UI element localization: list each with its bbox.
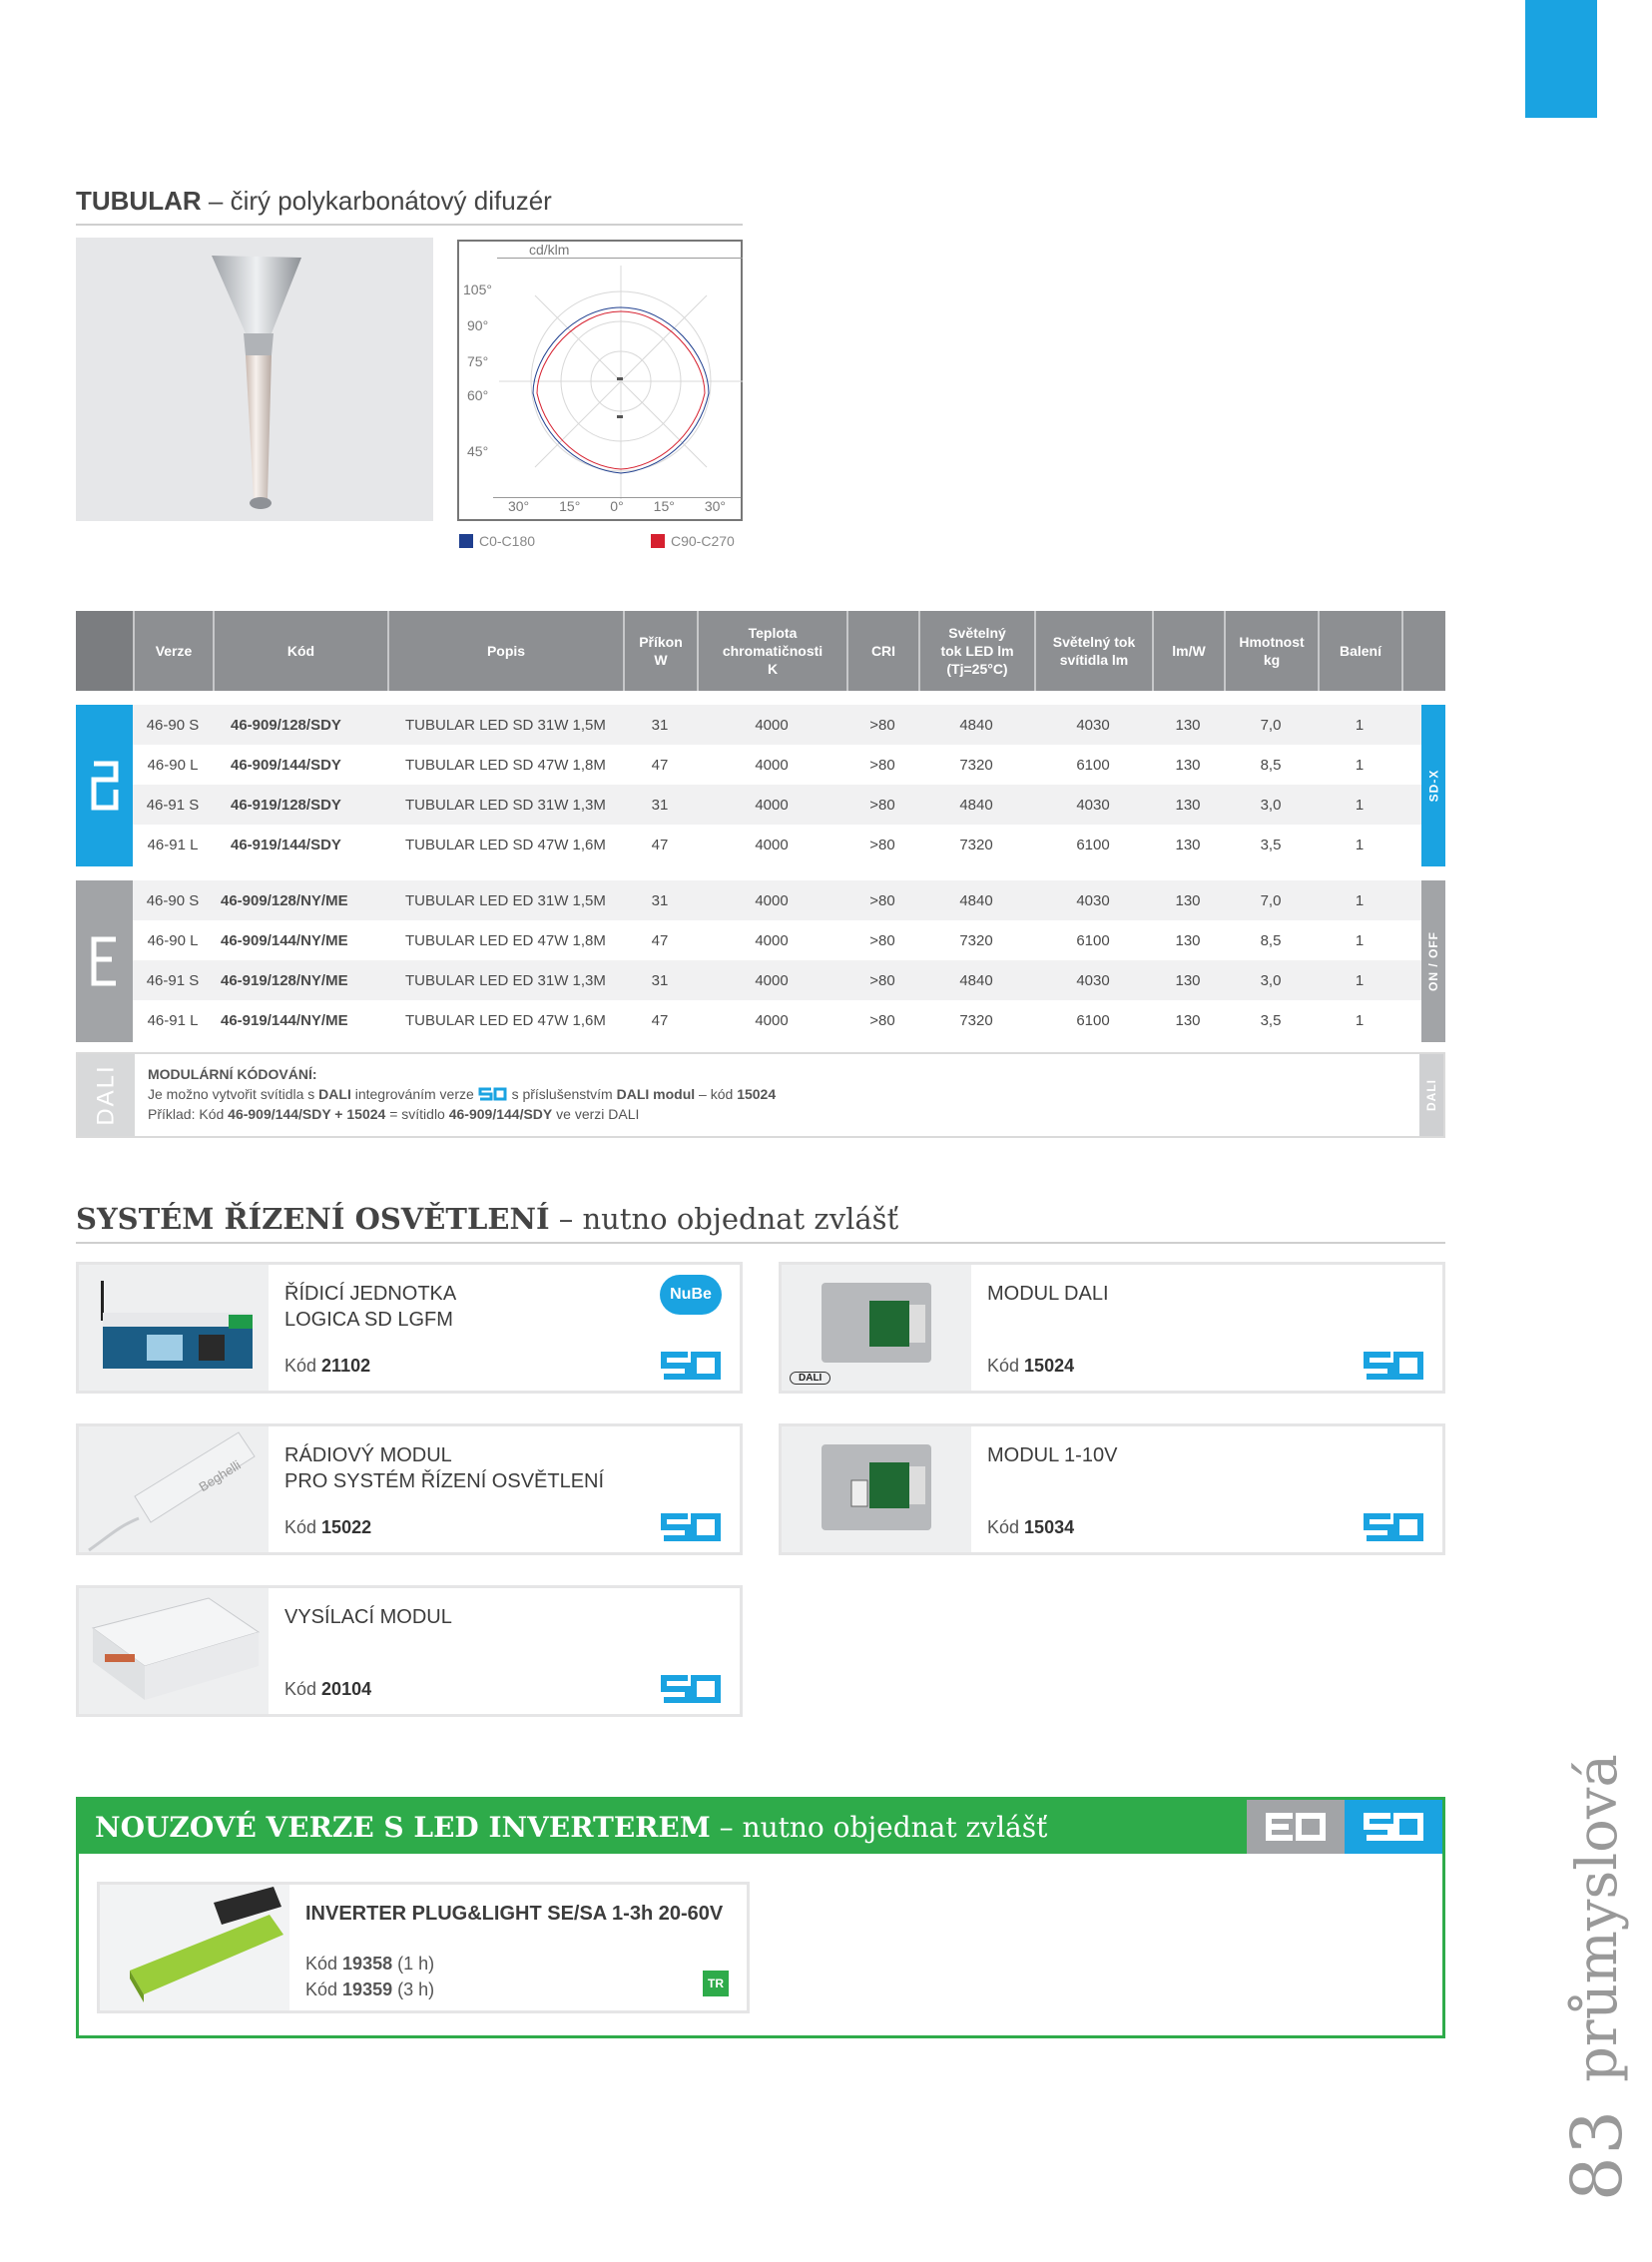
product-image xyxy=(782,1426,971,1552)
legend-item: C0-C180 xyxy=(459,533,535,549)
angle-label: 60° xyxy=(467,387,489,403)
note-heading: MODULÁRNÍ KÓDOVÁNÍ: xyxy=(148,1066,317,1082)
col-baleni: Balení xyxy=(1318,611,1401,691)
page-marker xyxy=(1542,1754,1652,2201)
control-card-15022[interactable] xyxy=(76,1423,743,1555)
polar-curves xyxy=(499,266,743,499)
angle-label: 90° xyxy=(467,317,489,333)
card-name: PRO SYSTÉM ŘÍZENÍ OSVĚTLENÍ xyxy=(284,1470,605,1492)
product-photo xyxy=(76,238,433,521)
title-rule xyxy=(76,224,743,226)
product-image xyxy=(100,1885,289,2010)
emergency-header xyxy=(79,1800,1442,1854)
sd-inline-logo xyxy=(478,1087,508,1101)
table-row: 46-90 S 46-909/128/SDY TUBULAR LED SD 31W 1,5M 31 4000 >80 4840 4030 130 7,0 1 xyxy=(133,705,1421,745)
card-name: INVERTER PLUG&LIGHT SE/SA 1-3h 20-60V xyxy=(305,1903,724,1925)
note-line-1: Je možno vytvořit svítidla s DALI integrováním verze s příslušenstvím DALI modul – kód 15024 xyxy=(148,1086,777,1102)
control-card-21102[interactable] xyxy=(76,1262,743,1394)
control-title: SYSTÉM ŘÍZENÍ OSVĚTLENÍ – nutno objednat zvlášť xyxy=(76,1202,899,1236)
col-teplota: Teplota chromatičnosti K xyxy=(697,611,846,691)
angle-label: 75° xyxy=(467,353,489,369)
sd-logo xyxy=(1363,1512,1424,1542)
dali-tag: DALI xyxy=(790,1372,830,1385)
sd-logo xyxy=(660,1512,722,1542)
table-row: 46-91 S 46-919/128/NY/ME TUBULAR LED ED 31W 1,3M 31 4000 >80 4840 4030 130 3,0 1 xyxy=(133,960,1421,1000)
control-card-15034[interactable] xyxy=(779,1423,1445,1555)
product-image xyxy=(782,1265,971,1391)
section-name: průmyslová xyxy=(1564,1754,1630,2082)
product-image xyxy=(79,1426,269,1552)
product-image xyxy=(79,1265,269,1391)
tr-badge: TR xyxy=(703,1971,729,1996)
product-title: TUBULAR – čirý polykarbonátový difuzér xyxy=(76,186,552,216)
dali-badge: DALI xyxy=(78,1054,135,1136)
card-code: Kód 15022 xyxy=(284,1517,372,1537)
control-card-20104[interactable] xyxy=(76,1585,743,1717)
sd-logo xyxy=(1363,1351,1424,1381)
card-name: MODUL 1-10V xyxy=(987,1444,1118,1466)
col-hmotnost: Hmotnost kg xyxy=(1224,611,1318,691)
card-name: RÁDIOVÝ MODUL xyxy=(284,1444,452,1466)
emergency-section xyxy=(76,1797,1445,2038)
sd-badge xyxy=(76,705,133,866)
angle-label: 105° xyxy=(463,282,492,297)
card-code: Kód 15034 xyxy=(987,1517,1075,1537)
card-name: MODUL DALI xyxy=(987,1283,1109,1305)
col-verze: Verze xyxy=(133,611,213,691)
control-rule xyxy=(76,1242,1445,1244)
polar-diagram xyxy=(457,240,743,521)
brand-text: Beghelli xyxy=(196,1456,244,1495)
card-name: LOGICA SD LGFM xyxy=(284,1309,453,1331)
modular-coding-note xyxy=(76,1052,1445,1138)
emergency-title: NOUZOVÉ VERZE S LED INVERTEREM – nutno objednat zvlášť xyxy=(95,1810,1048,1844)
table-group-sd xyxy=(76,705,1445,866)
table-row: 46-90 L 46-909/144/SDY TUBULAR LED SD 47W 1,8M 47 4000 >80 7320 6100 130 8,5 1 xyxy=(147,756,1365,774)
legend-item: C90-C270 xyxy=(651,533,735,549)
sd-tag xyxy=(1345,1800,1442,1854)
col-tok-led: Světelný tok LED lm (Tj=25°C) xyxy=(918,611,1034,691)
table-row: 46-90 L 46-909/144/NY/ME TUBULAR LED ED 47W 1,8M 47 4000 >80 7320 6100 130 8,5 1 xyxy=(147,931,1365,949)
card-name: ŘÍDICÍ JEDNOTKA xyxy=(284,1283,457,1305)
ed-tag xyxy=(1247,1800,1345,1854)
card-code: Kód 21102 xyxy=(284,1356,371,1376)
sd-x-side-label: SD-X xyxy=(1421,705,1445,866)
control-card-15024[interactable] xyxy=(779,1262,1445,1394)
col-kod: Kód xyxy=(213,611,387,691)
card-code: Kód 20104 xyxy=(284,1679,372,1699)
card-code: Kód 19359 (3 h) xyxy=(305,1979,435,1999)
col-prikon: Příkon W xyxy=(623,611,697,691)
col-cri: CRI xyxy=(846,611,918,691)
col-lmw: lm/W xyxy=(1152,611,1224,691)
sd-logo xyxy=(660,1674,722,1704)
page-number: 83 xyxy=(1556,2107,1638,2201)
nube-logo: NuBe xyxy=(660,1275,722,1315)
table-row: 46-91 L 46-919/144/SDY TUBULAR LED SD 47W 1,6M 47 4000 >80 7320 6100 130 3,5 1 xyxy=(147,836,1365,853)
legend-swatch xyxy=(651,534,665,548)
polar-unit: cd/klm xyxy=(497,242,743,259)
corner-tab xyxy=(1525,0,1597,118)
card-code: Kód 19358 (1 h) xyxy=(305,1954,435,1974)
table-row: 46-91 S 46-919/128/SDY TUBULAR LED SD 31W 1,3M 31 4000 >80 4840 4030 130 3,0 1 xyxy=(133,785,1421,825)
ed-badge xyxy=(76,880,133,1042)
col-popis: Popis xyxy=(387,611,623,691)
col-tok-svitidla: Světelný tok svítidla lm xyxy=(1034,611,1152,691)
product-image xyxy=(79,1588,269,1714)
sd-logo xyxy=(660,1351,722,1381)
on-off-side-label: ON / OFF xyxy=(1421,880,1445,1042)
note-line-2: Příklad: Kód 46-909/144/SDY + 15024 = svítidlo 46-909/144/SDY ve verzi DALI xyxy=(148,1106,640,1122)
polar-bottom-axis: 30° 15° 0° 15° 30° xyxy=(493,497,741,519)
inverter-card[interactable] xyxy=(97,1882,750,2013)
card-code: Kód 15024 xyxy=(987,1356,1075,1376)
card-name: VYSÍLACÍ MODUL xyxy=(284,1606,452,1628)
angle-label: 45° xyxy=(467,443,489,459)
table-row: 46-90 S 46-909/128/NY/ME TUBULAR LED ED 31W 1,5M 31 4000 >80 4840 4030 130 7,0 1 xyxy=(133,880,1421,920)
table-header xyxy=(76,611,1445,691)
legend-swatch xyxy=(459,534,473,548)
table-row: 46-91 L 46-919/144/NY/ME TUBULAR LED ED 47W 1,6M 47 4000 >80 7320 6100 130 3,5 1 xyxy=(147,1011,1365,1029)
dali-side-label: DALI xyxy=(1419,1054,1443,1136)
table-group-ed xyxy=(76,880,1445,1042)
